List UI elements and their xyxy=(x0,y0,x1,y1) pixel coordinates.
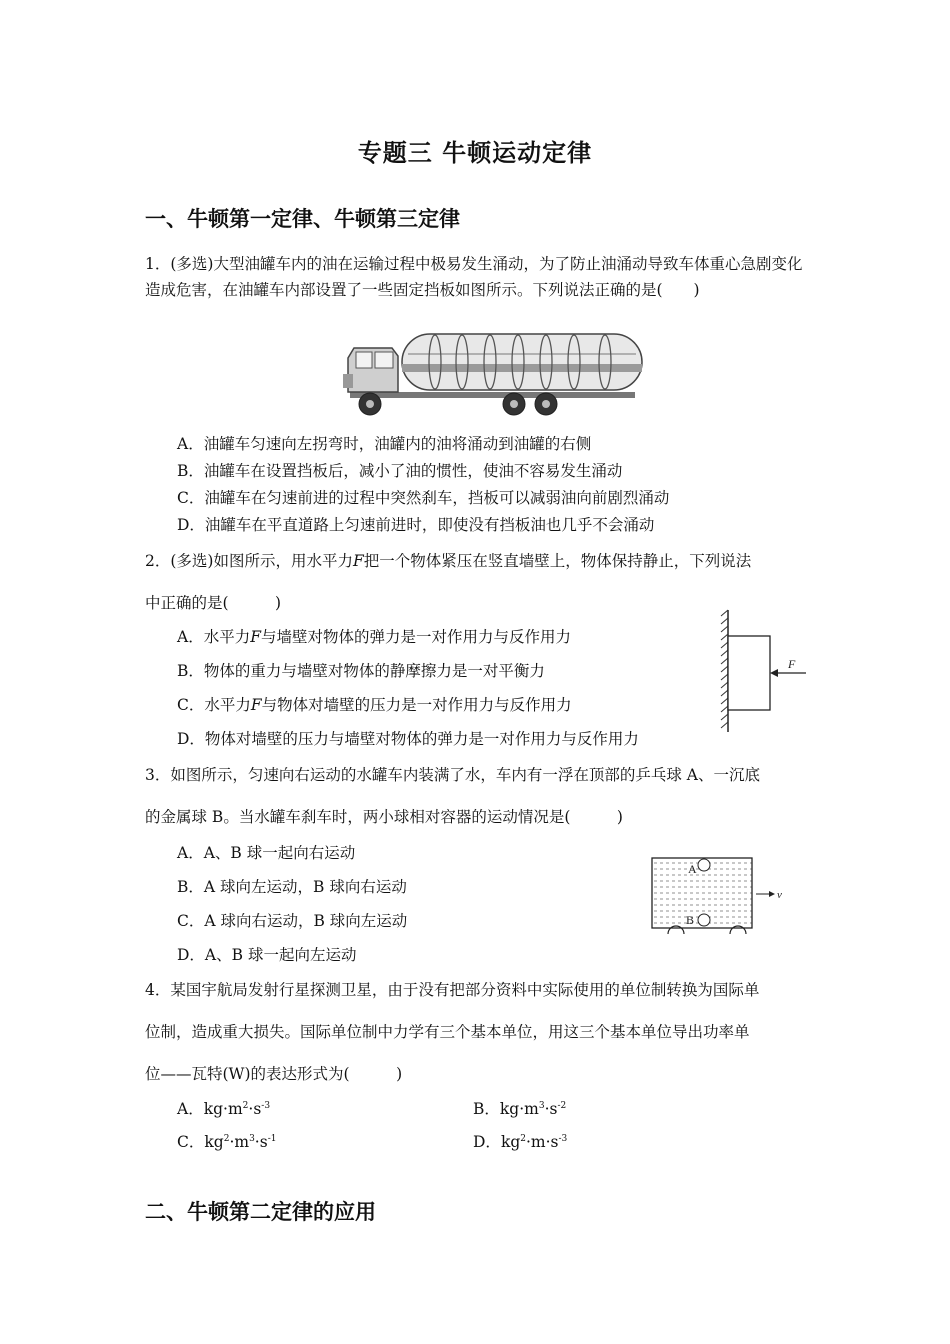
q2-opt-a-var: F xyxy=(250,628,261,646)
q2-opt-c-text-2: 与物体对墙壁的压力是一对作用力与反作用力 xyxy=(261,696,572,714)
page-title: 专题三 牛顿运动定律 xyxy=(357,139,593,167)
q2-opt-c-text-1: C．水平力 xyxy=(177,696,251,714)
q4-opt-b-unit-2: ·s xyxy=(544,1100,558,1118)
q4-opt-d-unit-0: kg xyxy=(500,1133,521,1151)
q2-stem xyxy=(145,548,810,574)
q4-opt-a-unit-1: kg·m xyxy=(203,1100,243,1118)
q4-opt-a-unit-2: ·s xyxy=(248,1100,262,1118)
q2-option-d: D．物体对墙壁的压力与墙壁对物体的弹力是一对作用力与反作用力 xyxy=(177,730,639,748)
q4-opt-c-exp-1: 3 xyxy=(249,1134,255,1144)
q2-opt-c-var: F xyxy=(250,696,262,714)
ball-b-label: B xyxy=(686,913,695,927)
q4-opt-c-unit-1: ·m xyxy=(229,1133,250,1151)
water-tank-figure xyxy=(648,854,788,940)
q2-option-c xyxy=(177,693,572,715)
q2-option-a xyxy=(177,625,571,647)
q2-stem-var: F xyxy=(352,552,364,570)
q3-option-d: D．A、B 球一起向左运动 xyxy=(177,946,357,964)
q3-option-c: C．A 球向右运动，B 球向左运动 xyxy=(177,912,408,930)
force-label: F xyxy=(788,657,796,671)
q4-opt-b-exp-1: 3 xyxy=(538,1101,545,1111)
q2-stem-text-2: 把一个物体紧压在竖直墙壁上，物体保持静止，下列说法 xyxy=(363,552,752,570)
q2-stem-text-1: 2．(多选)如图所示，用水平力 xyxy=(145,552,353,570)
q3-option-b: B．A 球向左运动，B 球向右运动 xyxy=(177,878,407,896)
q4-opt-a-exp-2: -3 xyxy=(261,1101,271,1111)
q4-option-c xyxy=(177,1130,276,1152)
q1-option-b: B．油罐车在设置挡板后，减小了油的惯性，使油不容易发生涌动 xyxy=(177,462,623,480)
q2-opt-a-text-2: 与墙壁对物体的弹力是一对作用力与反作用力 xyxy=(260,628,571,646)
q4-option-b xyxy=(473,1097,566,1119)
q4-opt-b-unit-1: kg·m xyxy=(499,1100,539,1118)
q4-opt-c-exp-0: 2 xyxy=(223,1134,230,1144)
q4-opt-d-unit-1: ·m·s xyxy=(526,1133,559,1151)
q4-stem-line3: 位——瓦特(W)的表达形式为( ) xyxy=(145,1065,403,1083)
q4-opt-c-exp-2: -1 xyxy=(267,1134,277,1144)
q1-stem: 1．(多选)大型油罐车内的油在运输过程中极易发生涌动，为了防止油涌动导致车体重心急剧变化造成危害，在油罐车内部设置了一些固定挡板如图所示。下列说法正确的是( ) xyxy=(145,255,803,299)
q4-stem-line1: 4．某国宇航局发射行星探测卫星，由于没有把部分资料中实际使用的单位制转换为国际单 xyxy=(145,981,760,999)
q4-opt-c-prefix: C． xyxy=(177,1133,205,1151)
q4-opt-c-unit-0: kg xyxy=(204,1133,224,1151)
q2-option-b: B．物体的重力与墙壁对物体的静摩擦力是一对平衡力 xyxy=(177,662,545,680)
q3-stem-line2: 的金属球 B。当水罐车刹车时，两小球相对容器的运动情况是( ) xyxy=(145,808,623,826)
q4-opt-d-exp-0: 2 xyxy=(520,1134,526,1144)
q4-opt-a-exp-1: 2 xyxy=(242,1101,249,1111)
q4-stem-line2: 位制，造成重大损失。国际单位制中力学有三个基本单位，用这三个基本单位导出功率单 xyxy=(145,1023,750,1041)
tanker-truck-figure xyxy=(340,330,645,418)
q4-opt-b-prefix: B． xyxy=(473,1100,500,1118)
q4-opt-c-unit-2: ·s xyxy=(254,1133,268,1151)
velocity-label: v xyxy=(777,889,782,901)
q1-option-c: C．油罐车在匀速前进的过程中突然刹车，挡板可以减弱油向前剧烈涌动 xyxy=(177,489,670,507)
q2-stem-line2: 中正确的是( ) xyxy=(145,594,282,612)
ball-a-label: A xyxy=(688,862,697,876)
q4-option-d xyxy=(473,1130,567,1152)
q4-opt-b-exp-2: -2 xyxy=(557,1101,567,1111)
section-heading-1: 一、牛顿第一定律、牛顿第三定律 xyxy=(145,207,460,231)
q3-stem-line1: 3．如图所示，匀速向右运动的水罐车内装满了水，车内有一浮在顶部的乒乓球 A、一沉底 xyxy=(145,766,760,784)
q1-option-a: A．油罐车匀速向左拐弯时，油罐内的油将涌动到油罐的右侧 xyxy=(177,435,592,453)
q4-option-a xyxy=(177,1097,270,1119)
section-heading-2: 二、牛顿第二定律的应用 xyxy=(145,1200,376,1224)
wall-block-figure xyxy=(718,608,813,734)
q4-opt-d-exp-1: -3 xyxy=(558,1134,568,1144)
q4-opt-a-prefix: A． xyxy=(177,1100,204,1118)
q4-opt-d-prefix: D． xyxy=(473,1133,501,1151)
q2-opt-a-text-1: A．水平力 xyxy=(177,628,251,646)
q3-option-a: A．A、B 球一起向右运动 xyxy=(177,844,356,862)
q1-option-d: D．油罐车在平直道路上匀速前进时，即使没有挡板油也几乎不会涌动 xyxy=(177,516,655,534)
